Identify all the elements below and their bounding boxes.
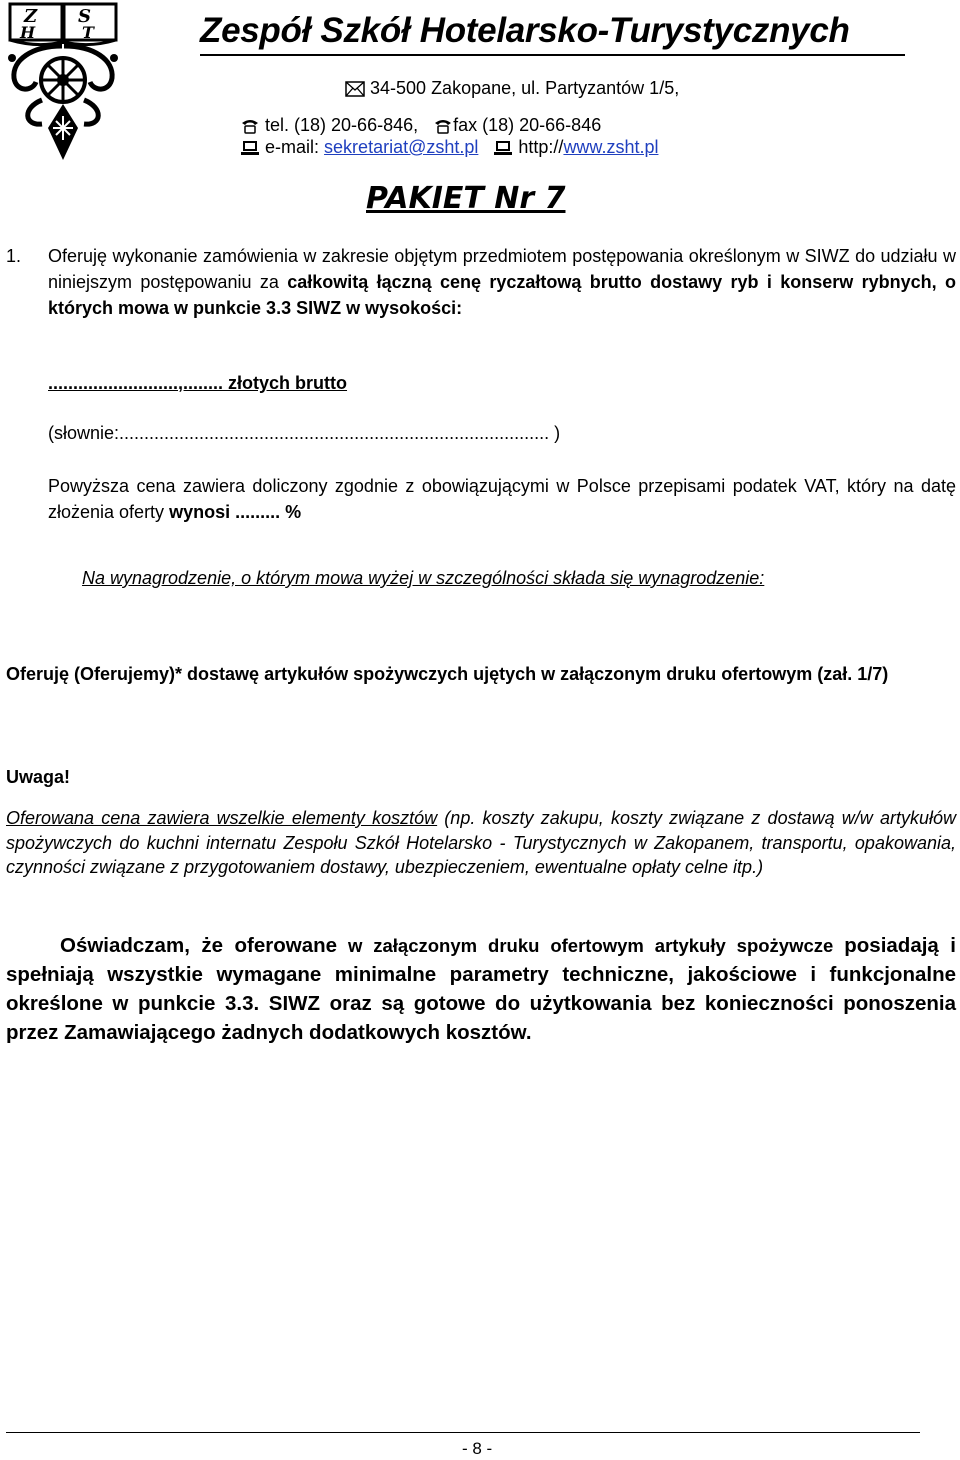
declaration-paragraph bbox=[6, 931, 956, 1047]
logo-letter-t: T bbox=[82, 23, 94, 42]
fax-text: fax (18) 20-66-846 bbox=[453, 115, 602, 135]
school-name: Zespół Szkół Hotelarsko-Turystycznych bbox=[200, 8, 905, 56]
email-label: e-mail: bbox=[265, 137, 320, 157]
words-line: (słownie:...................................................................................... ) bbox=[48, 423, 561, 443]
note-paragraph bbox=[6, 806, 956, 880]
email-link[interactable]: sekretariat@zsht.pl bbox=[324, 137, 479, 157]
declaration-part1: Oświadczam, że oferowane bbox=[60, 934, 338, 957]
envelope-icon bbox=[345, 80, 365, 102]
vat-paragraph bbox=[48, 473, 956, 525]
phone-text: tel. (18) 20-66-846, bbox=[265, 115, 419, 135]
address-text: 34-500 Zakopane, ul. Partyzantów 1/5, bbox=[370, 78, 680, 98]
school-emblem-icon bbox=[2, 0, 132, 165]
vat-text: Powyższa cena zawiera doliczony zgodnie z obowiązującymi w Polsce przepisami podatek VAT, który na datę złożenia oferty bbox=[48, 476, 956, 522]
page-number: - 8 - bbox=[462, 1439, 493, 1458]
note-title: Uwaga! bbox=[6, 767, 71, 787]
item1-text-a: Oferuję wykonanie zamówienia w zakresie objętym przedmiotem postępowania określonym w SIWZ do udziału w niniejszym postępowaniu za bbox=[48, 246, 956, 292]
www-link[interactable]: www.zsht.pl bbox=[563, 137, 659, 157]
remuneration-line: Na wynagrodzenie, o którym mowa wyżej w szczególności składa się wynagrodzenie: bbox=[82, 568, 765, 588]
note-rest: (np. koszty zakupu, koszty związane z dostawą w/w artykułów spożywczych do kuchni internatu Zespołu Szkół Hotelarsko - Turystycznych w Zakopanem, transportu, opakowania, czynności związane z przygotowaniem dostawy, ubezpieczeniem, ewentualne opłaty celne itp.) bbox=[6, 808, 957, 877]
declaration-part3: posiadają i spełniają wszystkie wymagane minimalne parametry techniczne, jakościowe i funkcjonalne określone w punkcie 3.3. SIWZ oraz są gotowe do użytkowania bez konieczności ponoszenia przez Zamawiającego żadnych dodatkowych kosztów. bbox=[6, 934, 956, 1044]
logo-letter-h: H bbox=[20, 23, 36, 42]
email-www-line bbox=[240, 136, 658, 161]
item1-text-b: całkowitą łączną cenę ryczałtową brutto dostawy ryb i konserw rybnych, o których mowa w punkcie 3.3 SIWZ w wysokości: bbox=[48, 272, 956, 318]
package-title: PAKIET Nr 7 bbox=[366, 181, 566, 216]
footer-divider bbox=[6, 1432, 920, 1433]
logo-letter-z: Z bbox=[24, 6, 38, 27]
logo-letter-s: S bbox=[78, 6, 91, 27]
item-number: 1. bbox=[6, 246, 22, 266]
declaration-part2: w załączonym druku ofertowym artykuły spożywcze bbox=[337, 935, 845, 956]
item1-paragraph bbox=[48, 243, 956, 321]
note-underlined: Oferowana cena zawiera wszelkie elementy kosztów bbox=[6, 808, 438, 828]
computer-icon bbox=[240, 139, 260, 161]
price-line: ..........................,........ złotych brutto bbox=[48, 373, 348, 393]
computer-icon bbox=[493, 139, 513, 161]
www-prefix: http:// bbox=[518, 137, 564, 157]
address-line bbox=[345, 77, 679, 102]
vat-rate: wynosi ......... % bbox=[169, 502, 302, 522]
school-logo bbox=[2, 0, 132, 165]
offer-statement: Oferuję (Oferujemy)* dostawę artykułów spożywczych ujętych w załączonym druku ofertowym (zał. 1/7) bbox=[6, 664, 889, 684]
